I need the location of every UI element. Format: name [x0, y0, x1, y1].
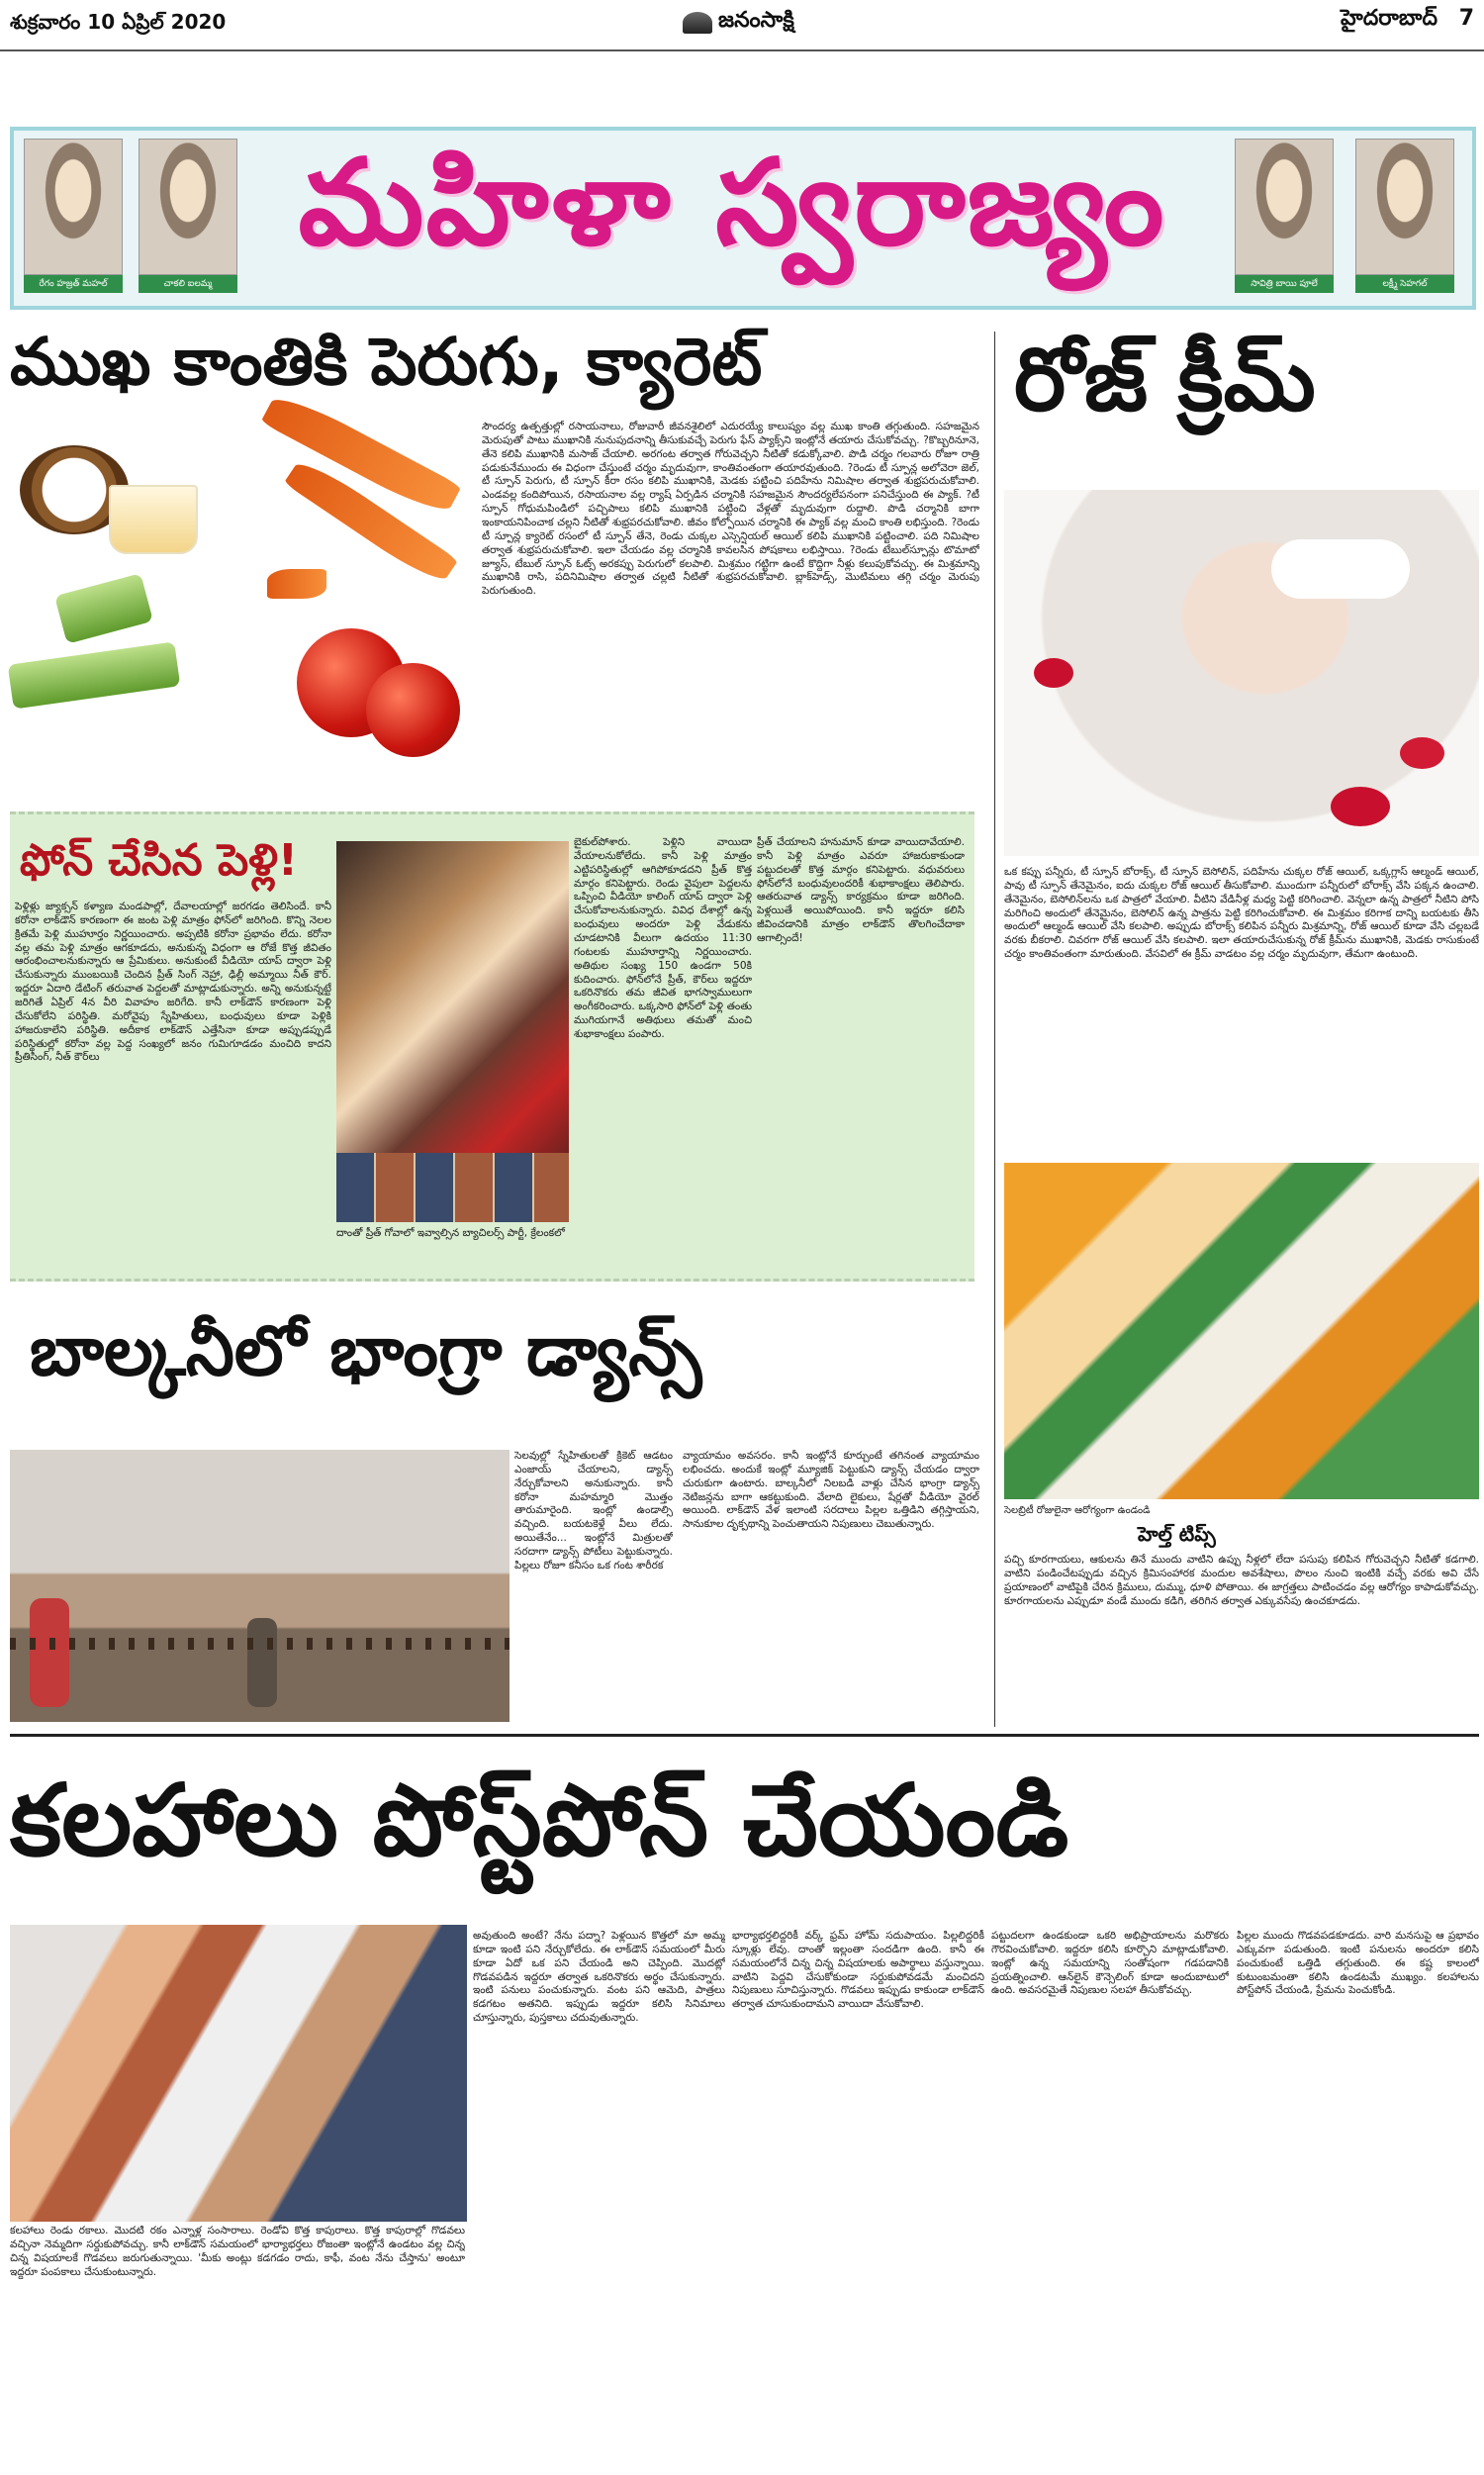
paper-name — [683, 8, 794, 38]
balcony-story-headline: బాల్కనీలో భాంగ్రా డ్యాన్స్ — [30, 1310, 702, 1391]
rose-cream-headline: రోజ్ క్రీమ్ — [1014, 329, 1316, 430]
postpone-story-photo — [10, 1925, 467, 2222]
rose-cream-image — [1004, 490, 1479, 856]
postpone-story-col-2: భార్యాభర్తలిద్దరికీ వర్క్ ఫ్రమ్ హోమ్ సదుపాయం. పిల్లలిద్దరికీ స్కూళ్లు లేవు. దాంతో ఇల్లంతా సందడిగా ఉంది. కానీ ఈ సమయంలోనే చిన్న చిన్న విషయాలకు అపార్థాలు వస్తున్నాయి. వాటిని పెద్దవి చేసుకోకుండా సర్దుకుపోవడమే మంచిదని నిపుణులు సూచిస్తున్నారు. గొడవలు ఇప్పుడు కాకుండా లాక్‌డౌన్ తర్వాత చూసుకుందామని వాయిదా వేసుకోవాలి. — [732, 1930, 984, 2011]
page-number: 7 — [1458, 6, 1474, 31]
portrait-2-caption: చాకలి ఐలమ్మ — [139, 275, 237, 293]
phone-story-bottom: దాంతో ప్రీత్ గోవాలో ఇవ్వాల్సిన బ్యాచిలర్స్ పార్టీ, క్రేలంకలో — [336, 1227, 565, 1239]
masthead-divider — [0, 49, 1484, 51]
portrait-4 — [1355, 139, 1454, 275]
city-page — [1341, 6, 1474, 36]
health-tips-headline: హెల్త్ టిప్స్ — [1138, 1522, 1216, 1546]
face-story-body: సౌందర్య ఉత్పత్తుల్లో రసాయనాలు, రోజువారీ జీవనశైలిలో ఎదురయ్యే కాలుష్యం వల్ల ముఖ కాంతి తగ్గుతుంది. సహజమైన మెరుపుతో పాటు ముఖానికి నునుపుదనాన్ని తీసుకువచ్చే పెరుగు ఫేస్ ప్యాక్స్‌ని ఇంట్లోనే తయారు చేసుకోవచ్చు. ?కొబ్బరినూనె, తేనె కలిపి ముఖానికి మసాజ్ చేయాలి. అరగంట తర్వాత గోరువెచ్చని నీటితో కడుక్కోవాలి. పొడి చర్మం గలవారు రోజూ రాత్రి పడుకునేముందు ఈ విధంగా చేస్తుంటే చర్మం మృదువుగా, కాంతివంతంగా తయారవుతుంది. ?రెండు టీ స్పూన్ల అలోవెరా జెల్, టీ స్పూన్ పెరుగు, టీ స్పూన్ కీరా రసం కలిపి ముఖానికి, మెడకు పట్టించి పదిహేను నిమిషాల తర్వాత శుభ్రపరుచుకోవాలి. ఎండవల్ల కందిపోయిన, రసాయనాల వల్ల ర్యాష్ ఏర్పడిన చర్మానికి సహజమైన సౌందర్యలేపనంగా పనిచేస్తుంది ఈ ప్యాక్. ?టీ స్పూన్ గోధుమపిండిలో పచ్చిపాలు కలిపి ముఖానికి పట్టించి వేళ్లతో మృదువుగా రుద్దాలి. పొడి చర్మానికి బాగా ఇంకాయనిపించాక చల్లని నీటితో శుభ్రపరచుకోవాలి. జీవం కోల్పోయిన చర్మానికి ఈ ప్యాక్ వల్ల మంచి కాంతి లభిస్తుంది. ?రెండు టీ స్పూన్ల క్యారెట్ రసంలో టీ స్పూన్ తేనె, రెండు చుక్కల ఎస్సెన్షియల్ ఆయిల్ కలిపి ముఖానికి పట్టించాలి. పది నిమిషాల తర్వాత శుభ్రపరుచుకోవాలి. ఇలా చేయడం వల్ల చర్మానికి కావలసిన పోషకాలు లభిస్తాయి. ?రెండు టేబుల్‌స్పూన్లు టొమాటో జ్యూస్, టేబుల్ స్పూన్ ఓట్స్ అరకప్పు పెరుగులో కలపాలి. మిశ్రమం గట్టిగా ఉంటే కొద్దిగా నీళ్లు కలుపుకోవచ్చు. ఈ మిశ్రమాన్ని ముఖానికి రాసి, పదినిమిషాల తర్వాత చల్లటి నీటితో శుభ్రపరచుకోవాలి. బ్లాక్‌హెడ్స్, మొటిమలు తగ్గి చర్మం మెరుపు పెరుగుతుంది. — [482, 421, 979, 598]
health-tips-body: పచ్చి కూరగాయలు, ఆకులను తినే ముందు వాటిని ఉప్పు నీళ్లలో లేదా పసుపు కలిపిన గోరువెచ్చని నీటితో కడగాలి. వాటిని పండించేటప్పుడు వచ్చిన క్రిమిసంహారక మందుల అవశేషాలు, పొలం నుంచి ఇంటికి వచ్చే వరకు అవి చేసే ప్రయాణంలో వాటిపైకి చేరిన క్రిములు, దుమ్ము, ధూళి పోతాయి. ఈ జాగ్రత్తలు పాటించడం వల్ల ఆరోగ్యం కాపాడుకోవచ్చు. కూరగాయలను ఎప్పుడూ వండే ముందు కడిగి, తరిగిన తర్వాత ఎక్కువసేపు ఉంచకూడదు. — [1004, 1554, 1479, 1607]
portrait-3 — [1235, 139, 1334, 275]
face-story-image — [10, 416, 475, 802]
postpone-story-headline: కలహాలు పోస్ట్‌పోన్ చేయండి — [10, 1762, 1069, 1878]
phone-story-photo — [336, 841, 569, 1222]
balcony-story-image — [10, 1450, 510, 1722]
face-story-headline: ముఖ కాంతికి పెరుగు, క్యారెట్ — [10, 324, 763, 400]
balcony-story-col-right: వ్యాయామం అవసరం. కానీ ఇంట్లోనే కూర్చుంటే తగినంత వ్యాయామం లభించదు. అందుకే ఇంట్లో మ్యూజిక్ పెట్టుకుని డ్యాన్స్ చేయడం ద్వారా చురుకుగా ఉంటారు. బాల్కనీలో నిలబడి వాళ్లు చేసిన భాంగ్రా డ్యాన్స్ నెటిజన్లను బాగా ఆకట్టుకుంది. వేలాది లైకులు, షేర్లతో వీడియో వైరల్ అయింది. లాక్‌డౌన్ వేళ ఇలాంటి సరదాలు పిల్లల ఒత్తిడిని తగ్గిస్తాయని, సానుకూల దృక్పథాన్ని పెంచుతాయని నిపుణులు చెబుతున్నారు. — [683, 1450, 979, 1531]
phone-story-col-right: ప్రీత్ చేయాలని హనుమాన్ కూడా వాయిదావేయాలి. కానీ పెళ్లి మాత్రం ఎవరూ హాజరుకాకుండా పట్టుదలతో కొత్త మార్గం కనిపెట్టారు. వధువరులు ఫోన్‌లోనే బంధువులందరికీ శుభాకాంక్షలు తెలిపారు. ఆతరువాత డ్యాన్స్ కార్యక్రమం కూడా జరిగింది. పెళ్లయితే అయిపోయింది. కానీ ఇద్దరూ కలిసి జీవించడానికి మాత్రం లాక్‌డౌన్ తొలగించేదాకా ఆగాల్సిందే! — [757, 836, 965, 945]
section-divider — [10, 1734, 1479, 1737]
phone-story-col-mid: బైకుల్‌పోశారు. పెళ్లిని వాయిదా వేయాలనుకోలేదు. కానీ పెళ్లి మాత్రం ఎట్టిపరిస్థితుల్లో ఆగిపోకూడదని ప్రీత్ కొత్త మార్గం కనిపెట్టారు. రెండు వైపులా పెద్దలను ఒప్పించి వీడియో కాలింగ్ యాప్ ద్వారా పెళ్లి చేసుకోవాలనుకున్నారు. వివిధ దేశాల్లో ఉన్న బంధువులు అందరూ పెళ్లి వేడుకను చూడటానికి వీలుగా ఉదయం 11:30 గంటలకు ముహూర్తాన్ని నిర్ణయించారు. అతిథుల సంఖ్య 150 ఉండగా 50కి కుదించారు. ఫోన్‌లోనే ప్రీత్, కౌర్‌లు ఇద్దరూ ఒకరినొకరు తమ జీవిత భాగస్వాములుగా అంగీకరించారు. ఒక్కసారి ఫోన్‌లో పెళ్లి తంతు ముగియగానే అతిథులు తమతో మంచి శుభాకాంక్షలు పంపారు. — [574, 836, 752, 1041]
health-tips-image — [1004, 1163, 1479, 1499]
portrait-2 — [139, 139, 237, 275]
portrait-1-caption: రేగం హజ్రత్ మహల్ — [24, 275, 123, 293]
phone-story-col-left: పెళ్లిళ్లు జ్యాక్సన్ కళ్యాణ మండపాల్లో, దేవాలయాల్లో జరగడం తెలిసిందే. కానీ కరోనా లాక్‌డౌన్ కారణంగా ఈ జంట పెళ్లి మాత్రం ఫోన్‌లో జరిగింది. కొన్ని నెలల క్రితమే పెళ్లి ముహూర్తం నిర్ణయించారు. అప్పటికి కరోనా ప్రభావం లేదు. కరోనా వల్ల తమ పెళ్లి మాత్రం ఆగకూడదు, అనుకున్న విధంగా ఆ రోజే కొత్త జీవితం ఆరంభించాలనుకున్నారు ఆ ప్రేమికులు. అనుకుంటే వీడియో యాప్ ద్వారా పెళ్లి చేసుకున్నారు ముంబయికి చెందిన ప్రీత్ సింగ్ నెహ్రా, ఢిల్లీ అమ్మాయి నీత్ కౌర్. ఇద్దరూ ఏదారి డేటింగ్ తరువాత పెద్దలతో మాట్లాడుకున్నారు. అన్ని అనుకున్నట్టే జరిగితే ఏప్రిల్ 4న వీరి వివాహం జరిగేది. కానీ లాక్‌డౌన్ కారణంగా పెళ్లి చేసుకోలేని పరిస్థితి. మరోవైపు స్నేహితులు, బంధువులు కూడా పెళ్లికి హాజరుకాలేని పరిస్థితి. అదీకాక లాక్‌డౌన్ ఎత్తేసినా కూడా అప్పుడప్పుడే పరిస్థితుల్లో కరోనా వల్ల పెద్ద సంఖ్యలో జనం గుమిగూడడం మంచిది కాదని ప్రీతిసింగ్, నీత్ కౌర్‌లు — [15, 901, 331, 1064]
postpone-story-col-3: పట్టుదలగా ఉండకుండా ఒకరి అభిప్రాయాలను మరొకరు గౌరవించుకోవాలి. ఇద్దరూ కలిసి కూర్చొని మాట్లాడుకోవాలి. ఇంట్లో ఉన్న సమయాన్ని సంతోషంగా గడపడానికి ప్రయత్నించాలి. ఆన్‌లైన్ కౌన్సెలింగ్ కూడా అందుబాటులో ఉంది. అవసరమైతే నిపుణుల సలహా తీసుకోవచ్చు. — [991, 1930, 1229, 1997]
portrait-3-caption: సావిత్రి బాయి పూలే — [1235, 275, 1334, 293]
masthead — [0, 0, 1484, 129]
section-title: మహిళా స్వరాజ్యం — [298, 135, 1166, 272]
balcony-story-col-mid: సెలవుల్లో స్నేహితులతో క్రికెట్ ఆడటం ఎంజాయ్ చేయాలని, డ్యాన్స్ నేర్చుకోవాలని అనుకున్నారు. కానీ కరోనా మహమ్మారి మొత్తం తారుమారైంది. ఇంట్లో ఉండాల్సి వచ్చింది. బయటకెళ్లే వీలు లేదు. అయితేనేం... ఇంట్లోనే మిత్రులతో సరదాగా డ్యాన్స్ పోటీలు పెట్టుకున్నారు. పిల్లలు రోజూ కనీసం ఒక గంట శారీరక — [514, 1450, 673, 1571]
phone-story-headline: ఫోన్ చేసిన పెళ్లి! — [20, 835, 298, 886]
postpone-story-col-4: పిల్లల ముందు గొడవపడకూడదు. వారి మనసుపై ఆ ప్రభావం ఎక్కువగా పడుతుంది. ఇంటి పనులను అందరూ కలిసి పంచుకుంటే ఒత్తిడి తగ్గుతుంది. ఈ కష్ట కాలంలో కుటుంబమంతా కలిసి ఉండటమే ముఖ్యం. కలహాలను పోస్ట్‌పోన్ చేయండి, ప్రేమను పెంచుకోండి. — [1237, 1930, 1479, 1997]
rose-cream-body: ఒక కప్పు పన్నీరు, టీ స్పూన్ బోరాక్స్, టీ స్పూన్ బెసోలిన్, పదిహేను చుక్కల రోజ్ ఆయిల్, ఒక్కగ్లాస్ ఆల్మండ్ ఆయిల్, పావు టీ స్పూన్ తేనెమైనం, ఐదు చుక్కల రోజ్ ఆయిల్ తీసుకోవాలి. ముందుగా పన్నీరులో బోరాక్స్ వేసి పక్కన ఉంచాలి. తేనెమైనం, బెసోలిన్‌లను ఒక పాత్రలో వేయాలి. వీటిని వేడినీళ్ల మధ్య పెట్టి కరిగించాలి. వెన్నలా ఉన్న పాత్రలో నీటిని పోసి మరిగించి అందులో తేనెమైనం, బెసోలిన్ ఉన్న పాత్రను పెట్టి కరిగించుకోవాలి. ఈ మిశ్రమం కరిగాక దాన్ని బయటకు తీసి అందులో ఆల్మండ్ ఆయిల్ వేసి కలపాలి. అప్పుడు బోరాక్స్ కలిపిన పన్నీరు మిశ్రమాన్ని, రోజ్ ఆయిల్ కూడా వేసి చల్లబడే వరకు బీకరాలి. చివరగా రోజ్ ఆయిల్ వేసి కలపాలి. ఇలా తయారుచేసుకున్న రోజ్ క్రీమ్‌ను ముఖానికి, మెడకు రాసుకుంటే చర్మం కాంతివంతంగా మారుతుంది. వేసవిలో ఈ క్రీమ్ వాడటం వల్ల చర్మం మృదువుగా, తేమగా ఉంటుంది. — [1004, 866, 1479, 961]
issue-date: శుక్రవారం 10 ఏప్రిల్ 2020 — [10, 10, 227, 34]
postpone-story-col-1: అవుతుంది అంటే? నేను పద్నా? పెళ్లయిన కొత్తలో మా అమ్మ కూడా ఇంటి పని నేర్చుకోలేదు. ఈ లాక్‌డౌన్ సమయంలో మీరు కూడా ఏదో ఒక పని చేయండి అని చెప్పింది. మొదట్లో గొడవపడిన ఇద్దరూ తర్వాత ఒకరినొకరు అర్థం చేసుకున్నారు. ఇంటి పనులు పంచుకున్నారు. వంట పని ఆమెది, పాత్రలు కడగటం అతనిది. ఇప్పుడు ఇద్దరూ కలిసి సినిమాలు చూస్తున్నారు, పుస్తకాలు చదువుతున్నారు. — [473, 1930, 725, 2025]
city-name: హైదరాబాద్ — [1341, 6, 1438, 31]
portrait-1 — [24, 139, 123, 275]
postpone-story-col-0: కలహాలు రెండు రకాలు. మొదటి రకం ఎన్నాళ్ల సంసారాలు. రెండోవి కొత్త కాపురాలు. కొత్త కాపురాల్లో గొడవలు వచ్చినా నెమ్మదిగా సర్దుకుపోవచ్చు. కానీ లాక్‌డౌన్ సమయంలో భార్యాభర్తలు రోజంతా ఇంట్లోనే ఉండటం వల్ల చిన్న చిన్న విషయాలకే గొడవలు జరుగుతున్నాయి. 'మీకు అంట్లు కడగడం రాదు, కాఫీ, వంట నేను చేస్తాను' అంటూ ఇద్దరూ పంపకాలు చేసుకుంటున్నారు. — [10, 2225, 465, 2278]
portrait-4-caption: లక్ష్మీ సెహగల్ — [1355, 275, 1454, 293]
column-divider — [994, 332, 995, 1727]
health-tips-caption: సెలబ్రిటీ రోజులైనా ఆరోగ్యంగా ఉండండి — [1004, 1505, 1151, 1516]
paper-logo-icon — [683, 12, 712, 34]
paper-name-text: జనంసాక్షి — [718, 8, 794, 33]
